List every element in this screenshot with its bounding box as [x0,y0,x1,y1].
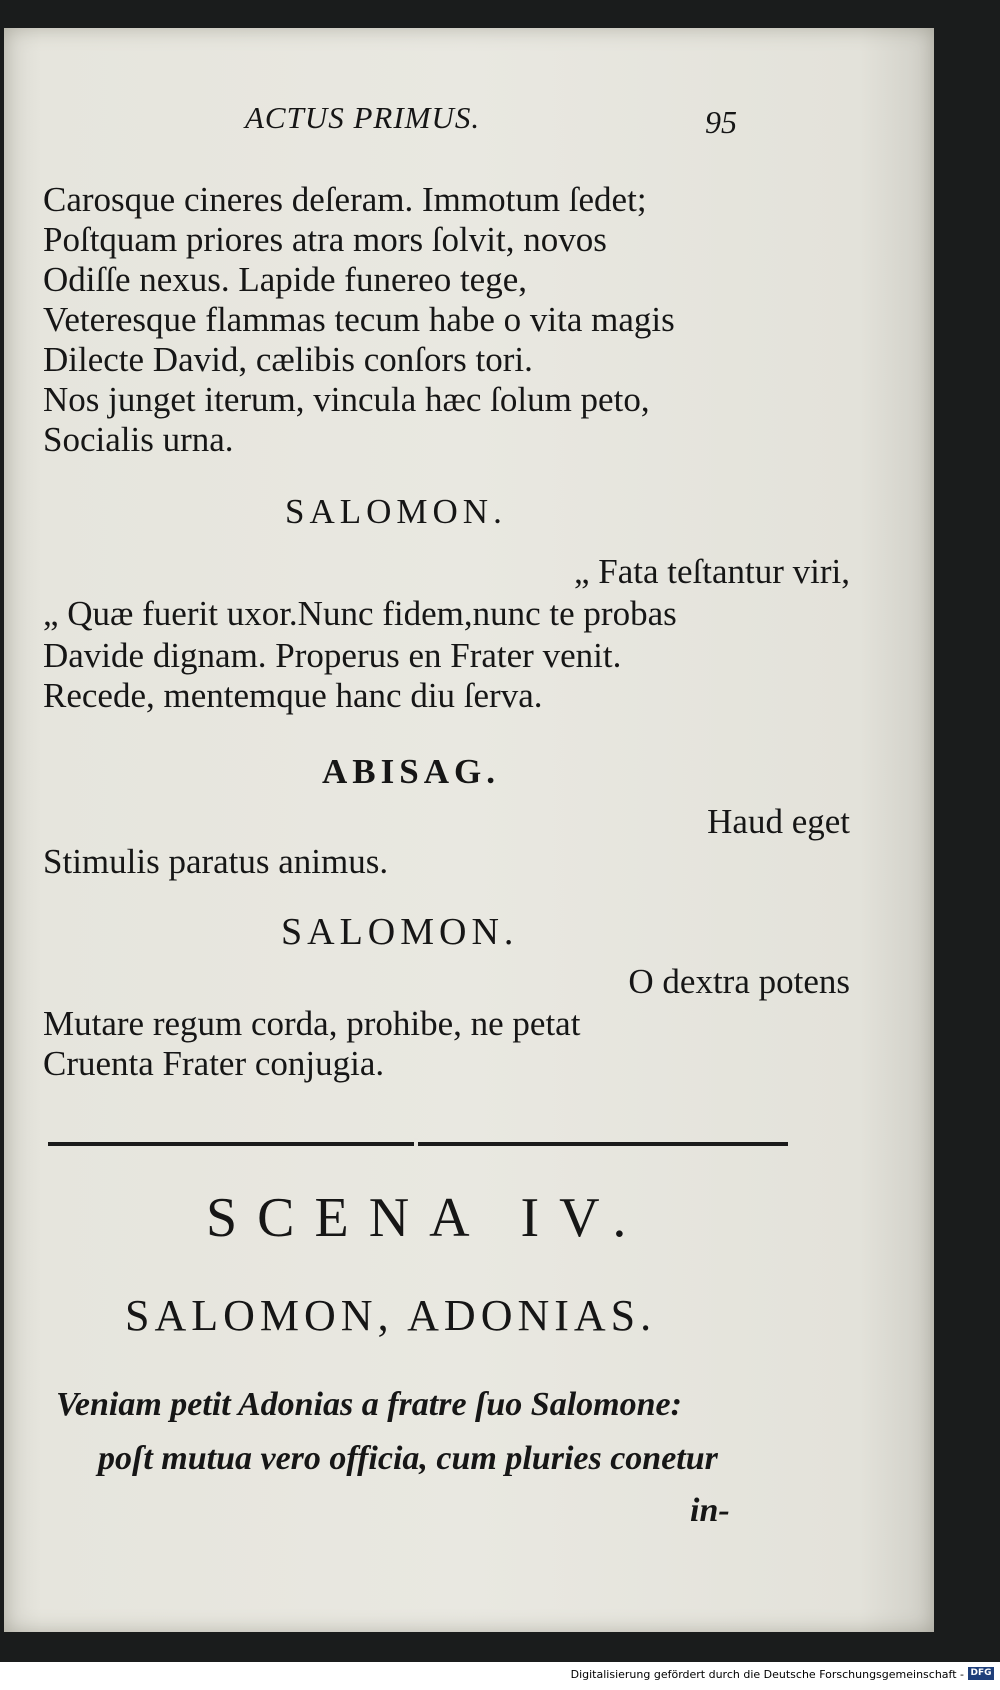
scene-argument-line: poſt mutua vero officia, cum pluries conetur [98,1440,718,1477]
verse-line: Cruenta Frater conjugia. [43,1044,385,1083]
speaker-name: ABISAG. [322,752,500,791]
speaker-name: SALOMON. [281,911,519,953]
verse-line: Nos junget iterum, vincula hæc ſolum peto, [43,380,650,419]
verse-line: Poſtquam priores atra mors ſolvit, novos [43,220,607,259]
speaker-name: SALOMON. [285,492,507,531]
scene-characters: SALOMON, ADONIAS. [125,1291,657,1340]
verse-line: Veteresque flammas tecum habe o vita magis [43,300,675,339]
scene-title: SCENA IV. [206,1187,647,1249]
verse-line: „ Fata teſtantur viri, [573,552,850,591]
verse-line: Haud eget [707,802,850,841]
funding-credit: Digitalisierung gefördert durch die Deutsche Forschungsgemeinschaft - [570,1668,964,1681]
verse-line: Stimulis paratus animus. [43,842,389,881]
verse-line: O dextra potens [628,962,850,1001]
verse-line: Socialis urna. [43,420,234,459]
dfg-logo: DFG [968,1667,994,1680]
verse-line: Odiſſe nexus. Lapide funereo tege, [43,260,527,299]
scene-argument-line: Veniam petit Adonias a fratre ſuo Salomone: [56,1386,682,1423]
verse-line: Dilecte David, cælibis conſors tori. [43,340,533,379]
verse-line: Mutare regum corda, prohibe, ne petat [43,1004,581,1043]
verse-line: Davide dignam. Properus en Frater venit. [43,636,622,675]
page-number: 95 [705,104,737,140]
verse-line: Recede, mentemque hanc diu ſerva. [43,676,543,715]
section-rule-break [414,1138,418,1150]
verse-line: „ Quæ fuerit uxor.Nunc fidem,nunc te probas [43,594,677,633]
section-rule [48,1142,788,1146]
verse-line: Carosque cineres deſeram. Immotum ſedet; [43,180,647,219]
catchword: in- [690,1492,730,1529]
running-head: ACTUS PRIMUS. [245,100,481,135]
